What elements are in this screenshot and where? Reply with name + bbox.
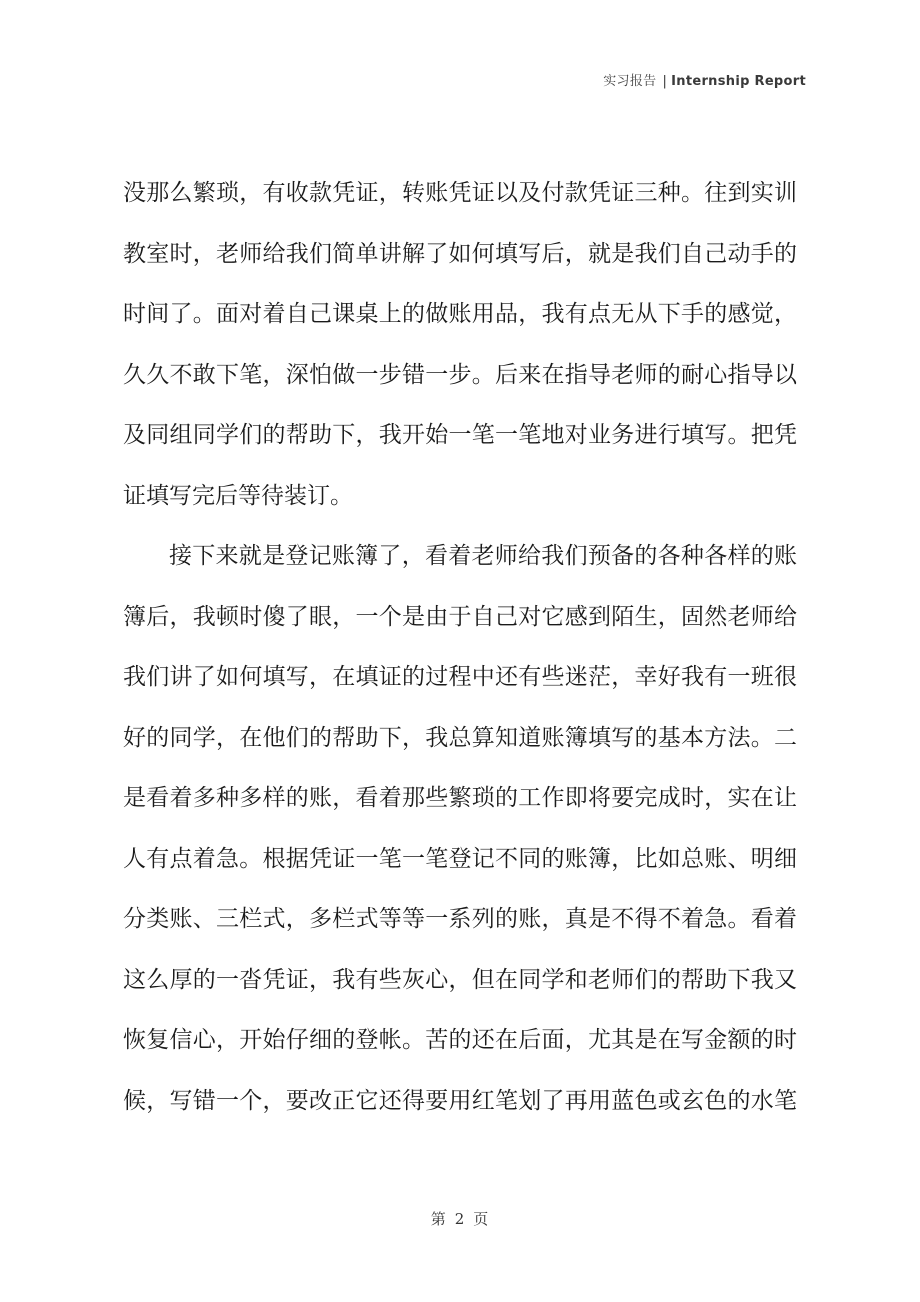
text-line: 人有点着急。根据凭证一笔一笔登记不同的账簿，比如总账、明细 <box>123 845 797 872</box>
text-line: 好的同学，在他们的帮助下，我总算知道账簿填写的基本方法。二 <box>123 724 797 751</box>
text-line: 时间了。面对着自己课桌上的做账用品，我有点无从下手的感觉， <box>123 301 797 327</box>
text-line: 接下来就是登记账簿了，看着老师给我们预备的各种各样的账 <box>169 543 797 569</box>
paragraph-1 <box>123 163 797 526</box>
text-line: 久久不敢下笔，深怕做一步错一步。后来在指导老师的耐心指导以 <box>123 361 797 388</box>
page-number: 2 <box>454 1210 466 1228</box>
document-body <box>123 163 797 1131</box>
text-line: 及同组同学们的帮助下，我开始一笔一笔地对业务进行填写。把凭 <box>123 422 797 448</box>
header-title-cn: 实习报告 <box>603 74 657 89</box>
text-line: 分类账、三栏式，多栏式等等一系列的账，真是不得不着急。看着 <box>123 906 797 932</box>
header-title-en: Internship Report <box>671 74 806 89</box>
text-line: 这么厚的一沓凭证，我有些灰心，但在同学和老师们的帮助下我又 <box>123 966 797 993</box>
text-line: 没那么繁琐，有收款凭证，转账凭证以及付款凭证三种。往到实训 <box>123 180 797 206</box>
paragraph-2 <box>123 526 797 1131</box>
header-separator: | <box>662 74 668 89</box>
text-line: 我们讲了如何填写，在填证的过程中还有些迷茫，幸好我有一班很 <box>123 664 797 690</box>
page-footer <box>0 1208 920 1229</box>
text-line: 恢复信心，开始仔细的登帐。苦的还在后面，尤其是在写金额的时 <box>123 1027 797 1053</box>
text-line: 簿后，我顿时傻了眼，一个是由于自己对它感到陌生，固然老师给 <box>123 603 797 630</box>
text-line: 证填写完后等待装订。 <box>123 482 353 509</box>
text-line: 是看着多种多样的账，看着那些繁琐的工作即将要完成时，实在让 <box>123 785 797 811</box>
page-header <box>603 70 806 89</box>
footer-suffix: 页 <box>473 1210 490 1228</box>
footer-prefix: 第 <box>430 1210 447 1228</box>
text-line: 候，写错一个，要改正它还得要用红笔划了再用蓝色或玄色的水笔 <box>123 1087 797 1114</box>
text-line: 教室时，老师给我们简单讲解了如何填写后，就是我们自己动手的 <box>123 240 797 267</box>
